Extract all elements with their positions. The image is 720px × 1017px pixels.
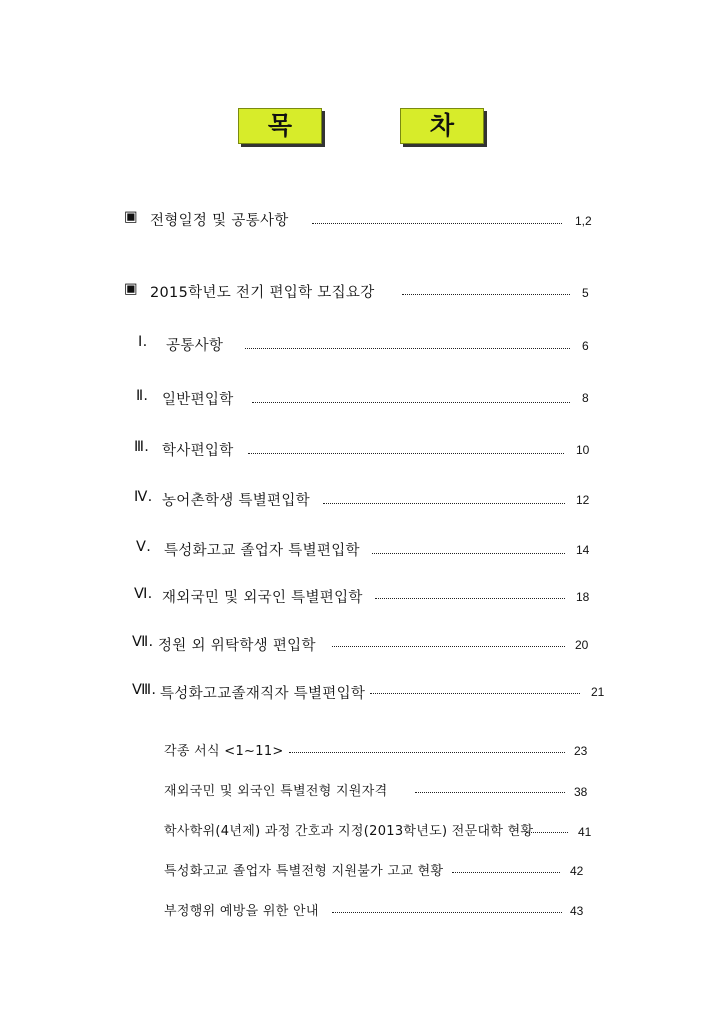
leader-dots <box>289 752 565 753</box>
toc-label: 재외국민 및 외국인 특별편입학 <box>162 590 363 606</box>
toc-page: 21 <box>591 685 605 699</box>
toc-marker: Ⅳ. <box>134 489 153 505</box>
toc-page: 1,2 <box>575 214 592 228</box>
toc-page: 18 <box>576 590 590 604</box>
appendix-label: 각종 서식 <1~11> <box>164 744 284 759</box>
appendix-label: 특성화고교 졸업자 특별전형 지원불가 고교 현황 <box>164 864 444 879</box>
leader-dots <box>372 553 565 554</box>
toc-label: 특성화고교졸재직자 특별편입학 <box>160 686 366 702</box>
toc-marker: Ⅰ. <box>138 334 148 350</box>
leader-dots <box>375 598 565 599</box>
leader-dots <box>245 348 570 349</box>
leader-dots <box>312 223 562 224</box>
toc-page: 6 <box>582 339 589 353</box>
appendix-page: 41 <box>578 825 592 839</box>
leader-dots <box>248 453 564 454</box>
appendix-page: 43 <box>570 904 584 918</box>
appendix-page: 42 <box>570 864 584 878</box>
toc-page: 20 <box>575 638 589 652</box>
toc-marker: ▣ <box>124 281 138 297</box>
toc-marker: Ⅵ. <box>134 586 153 602</box>
toc-label: 일반편입학 <box>162 392 234 408</box>
toc-label: 전형일정 및 공통사항 <box>150 213 289 229</box>
toc-label: 농어촌학생 특별편입학 <box>162 493 310 509</box>
appendix-label: 재외국민 및 외국인 특별전형 지원자격 <box>164 784 388 799</box>
leader-dots <box>332 912 562 913</box>
appendix-label: 학사학위(4년제) 과정 간호과 지정(2013학년도) 전문대학 현황 <box>164 824 534 839</box>
leader-dots <box>452 872 560 873</box>
title-box-left: 목 <box>238 108 322 144</box>
toc-page: 10 <box>576 443 590 457</box>
toc-label: 2015학년도 전기 편입학 모집요강 <box>150 285 375 301</box>
leader-dots <box>323 503 565 504</box>
appendix-label: 부정행위 예방을 위한 안내 <box>164 904 319 919</box>
toc-page: 5 <box>582 286 589 300</box>
toc-marker: Ⅱ. <box>136 388 149 404</box>
appendix-page: 23 <box>574 744 588 758</box>
toc-page: 14 <box>576 543 590 557</box>
leader-dots <box>402 294 570 295</box>
leader-dots <box>526 832 568 833</box>
toc-marker: Ⅴ. <box>136 539 152 555</box>
title-box-right: 차 <box>400 108 484 144</box>
leader-dots <box>332 646 565 647</box>
leader-dots <box>252 402 570 403</box>
leader-dots <box>415 792 565 793</box>
toc-marker: Ⅷ. <box>132 682 157 698</box>
toc-marker: Ⅶ. <box>132 634 154 650</box>
toc-label: 특성화고교 졸업자 특별편입학 <box>164 543 360 559</box>
toc-page: 12 <box>576 493 590 507</box>
leader-dots <box>370 693 580 694</box>
toc-label: 학사편입학 <box>162 443 234 459</box>
appendix-page: 38 <box>574 785 588 799</box>
toc-page: 8 <box>582 391 589 405</box>
toc-marker: Ⅲ. <box>134 439 150 455</box>
toc-marker: ▣ <box>124 209 138 225</box>
toc-label: 공통사항 <box>166 338 224 354</box>
toc-label: 정원 외 위탁학생 편입학 <box>158 638 316 654</box>
